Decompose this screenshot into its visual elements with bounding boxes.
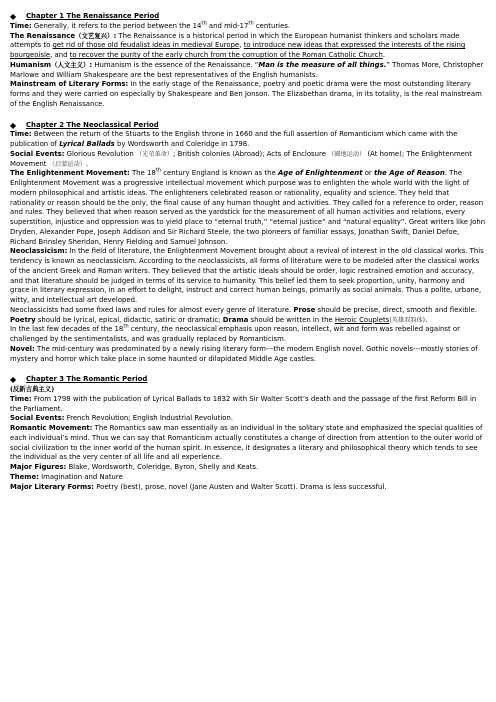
text: The 18 — [129, 169, 156, 178]
chapter-1-title: Chapter 1 The Renaissance Period — [26, 12, 160, 20]
label: Mainstream of Literary Forms: — [10, 80, 129, 89]
label: Theme: — [10, 472, 39, 481]
text: Generally, it refers to the period between the 14 — [31, 21, 202, 30]
text: or — [362, 169, 374, 178]
genre: Drama — [222, 315, 249, 324]
ch2-time-paragraph — [10, 130, 486, 150]
chinese-term: (英雄双韵体) — [389, 316, 426, 324]
label: Time: — [10, 394, 32, 403]
diamond-bullet-icon: ◆ — [10, 12, 17, 21]
ch1-mainstream-paragraph — [10, 80, 486, 109]
underlined-text: get rid of those old feudalist ideas in medieval Europe — [52, 41, 240, 50]
text: In the field of literature, the Enlightenment Movement brought about a revival of interest in the old classical works. This tendency is known as neoclassicism. According to the neoclassicists, all forms of literature were to be modeled after the classical works of the ancient Greek and Roman writers. They believed that the artistic ideals should be order, logic restrained emotion and accuracy, and that literature should be judged in terms of its service to humanity. This belief led them to seek proportion, unity, harmony and grace in literary expression, in an effort to delight, instruct and correct human beings, primarily as social animals. Thus a polite, urbane, witty, and intellectual art developed. — [10, 247, 484, 304]
text: , and — [50, 51, 70, 59]
ch3-major-figures-paragraph — [10, 463, 486, 473]
ch1-humanism-paragraph — [10, 61, 486, 81]
ch2-social-events-paragraph — [10, 150, 486, 170]
book-title: Lyrical Ballads — [59, 140, 115, 148]
chapter-3-title: Chapter 3 The Romantic Period — [26, 375, 148, 384]
text: Blake, Wordsworth, Coleridge, Byron, Shelly and Keats. — [66, 463, 259, 471]
ch2-late-century-paragraph — [10, 325, 486, 345]
quote-emphasis: Man is the measure of all things. — [258, 60, 387, 69]
text: century, the neoclassical emphasis upon reason, intellect, wit and form was rebelled against or challenged by the sentimentalists, and was gradually replaced by Romanticism. — [10, 325, 460, 343]
text: century England is known as the — [161, 169, 278, 178]
text: Neoclassicists had some fixed laws and rules for almost every genre of literature. — [10, 305, 294, 314]
text: by Wordsworth and Coleridge in 1798. — [114, 140, 250, 148]
colon: : — [89, 60, 93, 69]
underlined-text: to introduce new ideas that expressed the interests of the rising bourgeoisie — [10, 41, 466, 59]
text: French Revolution; English Industrial Revolution. — [64, 414, 234, 423]
colon: : — [113, 31, 117, 40]
ch3-romantic-movement-paragraph — [10, 424, 486, 463]
emphasis: Age of Enlightenment — [277, 169, 363, 178]
ch2-fixed-rules-paragraph — [10, 306, 486, 326]
chinese-term: （文艺复兴） — [75, 31, 114, 40]
chapter-3-heading — [10, 375, 486, 385]
ch2-enlightenment-paragraph — [10, 169, 486, 247]
text: The mid-century was predominated by a newly rising literary form---the modern English novel. Gothic novels---mostly stories of mystery and horror which take place in some haunted or dilapidated Middle Age castles. — [10, 344, 478, 363]
emphasis: the Age of Reason — [373, 169, 445, 178]
text: The Renaissance is a historical period in which the European humanist thinkers and scholars made attempts to — [10, 31, 460, 50]
text: and mid-17 — [206, 21, 249, 30]
diamond-bullet-icon: ◆ — [10, 120, 17, 130]
genre: Poetry — [10, 315, 36, 324]
label: Major Figures: — [10, 463, 67, 471]
ch3-time-paragraph — [10, 395, 486, 415]
chapter-2-title: Chapter 2 The Neoclassical Period — [26, 120, 159, 129]
genre: Prose — [293, 305, 316, 314]
ch3-theme-paragraph — [10, 473, 486, 483]
text: should be written in the — [248, 315, 335, 324]
text: should be lyrical, epical, didactic, satiric or dramatic; — [35, 315, 223, 324]
label: Major Literary Forms: — [10, 482, 95, 491]
text: Humanism is the essence of the Renaissance. “ — [92, 60, 259, 69]
chapter-2-heading — [10, 121, 486, 131]
superscript: th — [123, 323, 129, 330]
text: , — [239, 41, 244, 50]
label: The Renaissance — [10, 31, 76, 40]
text: ” Thomas More, Christopher Marlowe and William Shakespeare are the best representatives of the English humanists. — [10, 60, 484, 79]
text: Between the return of the Stuarts to the English throne in 1660 and the full assertion of Romanticism which came with the publication of — [10, 130, 458, 148]
label: Romantic Movement: — [10, 424, 93, 432]
text: . — [85, 159, 89, 168]
text: Poetry (best), prose, novel (Jane Austen and Walter Scott). Drama is less successful. — [94, 482, 387, 491]
text: . — [382, 51, 386, 59]
label: Neoclassicism: — [10, 247, 68, 256]
ch1-renaissance-paragraph — [10, 32, 486, 61]
superscript: th — [201, 20, 207, 27]
label: Social Events: — [10, 414, 65, 423]
text: (At home); The Enlightenment Movement — [10, 149, 472, 168]
text: centuries. — [253, 21, 291, 30]
ch1-time-paragraph — [10, 22, 486, 32]
chinese-term: （启蒙运动） — [48, 160, 86, 168]
text: In the early stage of the Renaissance, poetry and poetic drama were the most outstanding literary forms and they were carried on especially by Shakespeare and Ben Jonson. The Elizabethan drama, in its totality, is the real mainstream of the English Renaissance. — [10, 80, 482, 108]
underlined-text: to recover the purity of the early church from the corruption of the Roman Catholic Church — [69, 51, 383, 59]
ch3-subtitle — [10, 385, 486, 395]
chinese-term: （圈地运动） — [328, 150, 366, 158]
text: ; British colonies (Abroad); Acts of Enclosure — [173, 149, 329, 158]
underlined-text: Heroic Couplets — [334, 315, 390, 324]
text: In the last few decades of the 18 — [10, 325, 124, 334]
ch3-social-events-paragraph — [10, 414, 486, 424]
label: Humanism — [10, 60, 52, 69]
ch2-novel-paragraph — [10, 345, 486, 365]
superscript: th — [248, 20, 254, 27]
chinese-term: （光荣革命） — [135, 150, 174, 158]
superscript: th — [155, 167, 162, 174]
text: The Romantics saw man essentially as an individual in the solitary state and emphasized the special qualities of each individual’s mind. Thus we can say that Romanticism actually constitutes a change of direction from attention to the outer world of social civilization to the inner world of the human spirit. In essence, it designates a literary and philosophical theory which tends to see the individual as the very center of all life and all experience. — [10, 424, 483, 462]
chinese-subtitle: (反新古典主义) — [10, 385, 55, 393]
ch3-literary-forms-paragraph — [10, 483, 486, 493]
text: From 1798 with the publication of Lyrical Ballads to 1832 with Sir Walter Scott’s death and the passage of the first Reform Bill in the Parliament. — [10, 394, 477, 413]
text: Glorious Revolution — [64, 149, 136, 158]
text: . The Enlightenment Movement was a progressive intellectual movement which purpose was to enlighten the whole world with the light of modern philosophical and artistic ideas. The enlighteners celebrated reason or rationality, equality and science. They held that rationality or reason should be the only, the final cause of any human thought and activities. They called for a reference to order, reason and rules. They believed that when reason served as the yardstick for the measurement of all human activities and relations, every superstition, injustice and oppression was to yield place to “eternal truth,” “eternal justice” and “natural equality”. Great writers like John Dryden, Alexander Pope, Joseph Addison and Sir Richard Steele, the two pioneers of familiar essays, Jonathan Swift, Daniel Defoe, Richard Brinsley Sheridan, Henry Fielding and Samuel Johnson. — [10, 169, 486, 246]
diamond-bullet-icon: ◆ — [10, 375, 17, 385]
chinese-term: （人文主义） — [51, 60, 90, 69]
label: Time: — [10, 130, 32, 139]
label: Time: — [10, 21, 32, 30]
label: Novel: — [10, 344, 35, 353]
text: should be precise, direct, smooth and flexible. — [315, 305, 477, 314]
text: Imagination and Nature — [38, 472, 123, 481]
label: Social Events: — [10, 149, 65, 158]
ch2-neoclassicism-paragraph — [10, 247, 486, 306]
text: . — [425, 315, 428, 324]
label: The Enlightenment Movement: — [10, 169, 130, 178]
